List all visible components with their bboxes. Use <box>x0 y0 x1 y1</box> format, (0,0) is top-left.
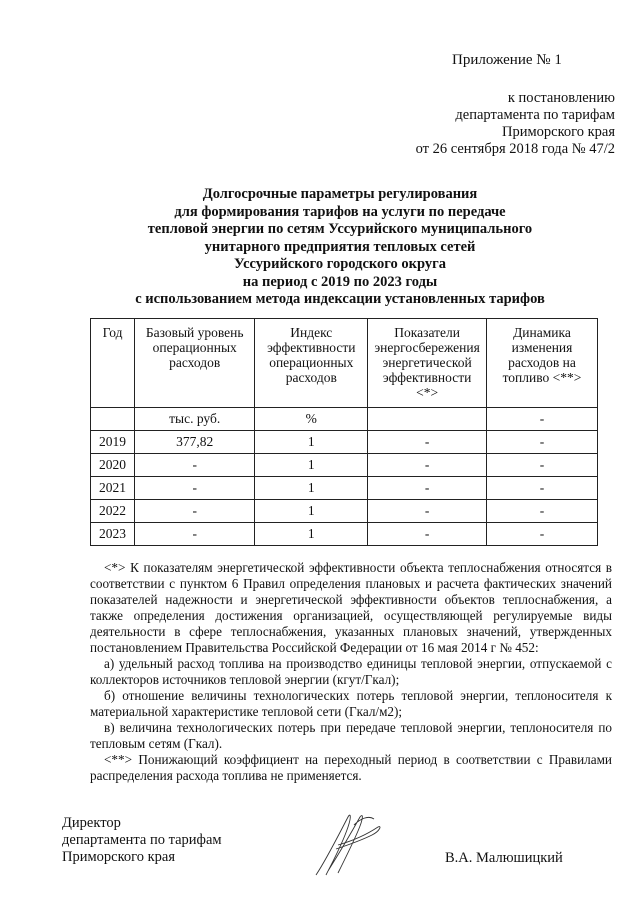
footnote-paragraph: в) величина технологических потерь при передаче тепловой энергии, теплоносителя по тепловым сетям (Гкал). <box>90 720 612 751</box>
energy-cell: - <box>368 454 487 477</box>
header-base-expenses: Базовый уровень операционных расходов <box>135 319 255 408</box>
position-line: Приморского края <box>62 849 176 865</box>
energy-cell: - <box>368 500 487 523</box>
approval-line: департамента по тарифам <box>455 107 615 123</box>
table-row <box>91 500 598 523</box>
tariff-parameters-table <box>90 318 598 546</box>
energy-cell: - <box>368 477 487 500</box>
signatory-name: В.А. Малюшицкий <box>445 850 563 866</box>
unit-cell: тыс. руб. <box>135 408 255 431</box>
fuel-cell: - <box>486 477 597 500</box>
header-fuel-dynamics: Динамика изменения расходов на топливо <**> <box>486 319 597 408</box>
energy-cell: - <box>368 431 487 454</box>
base-cell: - <box>135 454 255 477</box>
header-efficiency-index: Индекс эффективности операционных расходов <box>255 319 368 408</box>
index-cell: 1 <box>255 477 368 500</box>
year-cell: 2023 <box>91 523 135 546</box>
unit-cell: % <box>255 408 368 431</box>
base-cell: - <box>135 523 255 546</box>
table-row <box>91 477 598 500</box>
title-line: на период с 2019 по 2023 годы <box>242 273 438 290</box>
fuel-cell: - <box>486 523 597 546</box>
unit-cell <box>368 408 487 431</box>
document-title <box>60 186 620 309</box>
footnote-paragraph: а) удельный расход топлива на производство единицы тепловой энергии, отпускаемой с коллекторов источников тепловой энергии (кгут/Гкал); <box>90 656 612 687</box>
position-line: департамента по тарифам <box>62 832 222 848</box>
base-cell: 377,82 <box>135 431 255 454</box>
approval-line: к постановлению <box>507 90 615 106</box>
index-cell: 1 <box>255 523 368 546</box>
title-line: с использованием метода индексации установленных тарифов <box>135 291 545 307</box>
header-year: Год <box>91 319 135 408</box>
footnote-paragraph: б) отношение величины технологических потерь тепловой энергии, теплоносителя к материальной характеристике тепловой сети (Гкал/м2); <box>90 688 612 719</box>
unit-cell: - <box>486 408 597 431</box>
index-cell: 1 <box>255 500 368 523</box>
approval-line: Приморского края <box>501 124 615 140</box>
fuel-cell: - <box>486 454 597 477</box>
year-cell: 2020 <box>91 454 135 477</box>
handwritten-signature <box>308 805 388 880</box>
index-cell: 1 <box>255 431 368 454</box>
year-cell: 2019 <box>91 431 135 454</box>
title-line: Долгосрочные параметры регулирования <box>202 186 478 202</box>
title-line: для формирования тарифов на услуги по передаче <box>174 203 506 220</box>
base-cell: - <box>135 477 255 500</box>
unit-cell <box>91 408 135 431</box>
approval-block <box>395 90 615 158</box>
appendix-title: Приложение № 1 <box>452 52 562 68</box>
year-cell: 2022 <box>91 500 135 523</box>
energy-cell: - <box>368 523 487 546</box>
footnote-paragraph: <*> К показателям энергетической эффективности объекта теплоснабжения относятся в соответствии с пунктом 6 Правил определения плановых и расчета фактических значений показателей надежности и энергетической эффективности объектов теплоснабжения, а также определения достижения организацией, осуществляющей регулируемые виды деятельности в сфере теплоснабжения, указанных плановых значений, утвержденных постановлением Правительства Российской Федерации от 16 мая 2014 г № 452: <box>90 560 612 655</box>
title-line: унитарного предприятия тепловых сетей <box>204 238 476 255</box>
header-energy-saving: Показатели энергосбережения энергетической эффективности <*> <box>368 319 487 408</box>
units-row <box>91 408 598 431</box>
footnote-paragraph: <**> Понижающий коэффициент на переходный период в соответствии с Правилами распределения расхода топлива не применяется. <box>90 752 612 783</box>
year-cell: 2021 <box>91 477 135 500</box>
table-row <box>91 454 598 477</box>
title-line: Уссурийского городского округа <box>234 256 446 272</box>
approval-line: от 26 сентября 2018 года № 47/2 <box>415 141 615 157</box>
index-cell: 1 <box>255 454 368 477</box>
table-row <box>91 431 598 454</box>
title-line: тепловой энергии по сетям Уссурийского муниципального <box>147 221 533 237</box>
position-line: Директор <box>62 815 121 831</box>
fuel-cell: - <box>486 431 597 454</box>
footnotes <box>90 560 612 784</box>
base-cell: - <box>135 500 255 523</box>
table-row <box>91 523 598 546</box>
fuel-cell: - <box>486 500 597 523</box>
table-header-row <box>91 319 598 408</box>
signatory-position <box>62 815 222 866</box>
